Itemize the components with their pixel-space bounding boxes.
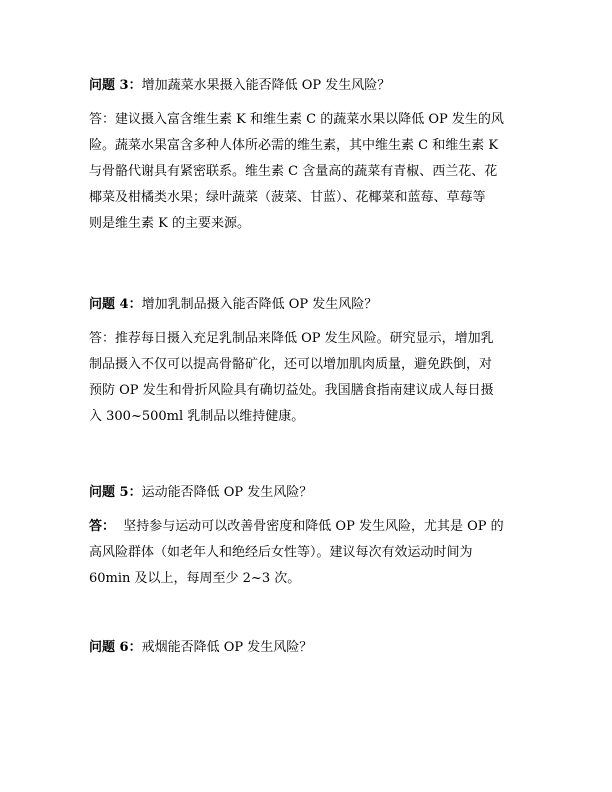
answer-line: 则是维生素 K 的主要来源。 xyxy=(89,216,250,231)
answer-line: 预防 OP 发生和骨折风险具有确切益处。我国膳食指南建议成人每日摄 xyxy=(89,383,494,398)
answer-line: 制品摄入不仅可以提高骨骼矿化，还可以增加肌肉质量，避免跌倒，对 xyxy=(89,357,493,372)
question-label: 问题 5： xyxy=(89,485,142,500)
question-heading xyxy=(89,485,529,501)
question-label: 问题 4： xyxy=(89,297,142,312)
answer-line: 答： 坚持参与运动可以改善骨密度和降低 OP 发生风险，尤其是 OP 的 xyxy=(89,519,504,534)
answer-line: 入 300~500ml 乳制品以维持健康。 xyxy=(89,409,305,424)
question-label: 问题 3： xyxy=(89,78,142,93)
answer-line: 险。蔬菜水果富含多种人体所必需的维生素，其中维生素 C 和维生素 K xyxy=(89,138,499,153)
faq-section-q6 xyxy=(89,640,529,656)
answer-line: 答：推荐每日摄入充足乳制品来降低 OP 发生风险。研究显示，增加乳 xyxy=(89,331,494,346)
question-text: 戒烟能否降低 OP 发生风险？ xyxy=(141,640,313,655)
answer-label: 答： xyxy=(89,331,116,346)
answer-line: 椰菜及柑橘类水果；绿叶蔬菜（菠菜、甘蓝）、花椰菜和蓝莓、草莓等 xyxy=(89,190,486,205)
answer-line: 与骨骼代谢具有紧密联系。维生素 C 含量高的蔬菜有青椒、西兰花、花 xyxy=(89,164,498,179)
question-text: 增加蔬菜水果摄入能否降低 OP 发生风险？ xyxy=(141,78,391,93)
answer-line: 60min 及以上，每周至少 2~3 次。 xyxy=(89,571,301,586)
faq-section-q4 xyxy=(89,297,529,430)
answer-line: 高风险群体（如老年人和绝经后女性等）。建议每次有效运动时间为 xyxy=(89,545,473,560)
question-label: 问题 6： xyxy=(89,640,142,655)
faq-section-q3 xyxy=(89,78,529,237)
answer-paragraph xyxy=(89,514,529,592)
answer-label: 答： xyxy=(89,112,116,127)
question-text: 增加乳制品摄入能否降低 OP 发生风险？ xyxy=(141,297,378,312)
question-text: 运动能否降低 OP 发生风险？ xyxy=(141,485,313,500)
answer-label: 答： xyxy=(89,519,116,534)
question-heading xyxy=(89,297,529,313)
answer-paragraph xyxy=(89,326,529,430)
faq-section-q5 xyxy=(89,485,529,592)
answer-paragraph xyxy=(89,107,529,237)
question-heading xyxy=(89,640,529,656)
answer-line: 答：建议摄入富含维生素 K 和维生素 C 的蔬菜水果以降低 OP 发生的风 xyxy=(89,112,504,127)
question-heading xyxy=(89,78,529,94)
